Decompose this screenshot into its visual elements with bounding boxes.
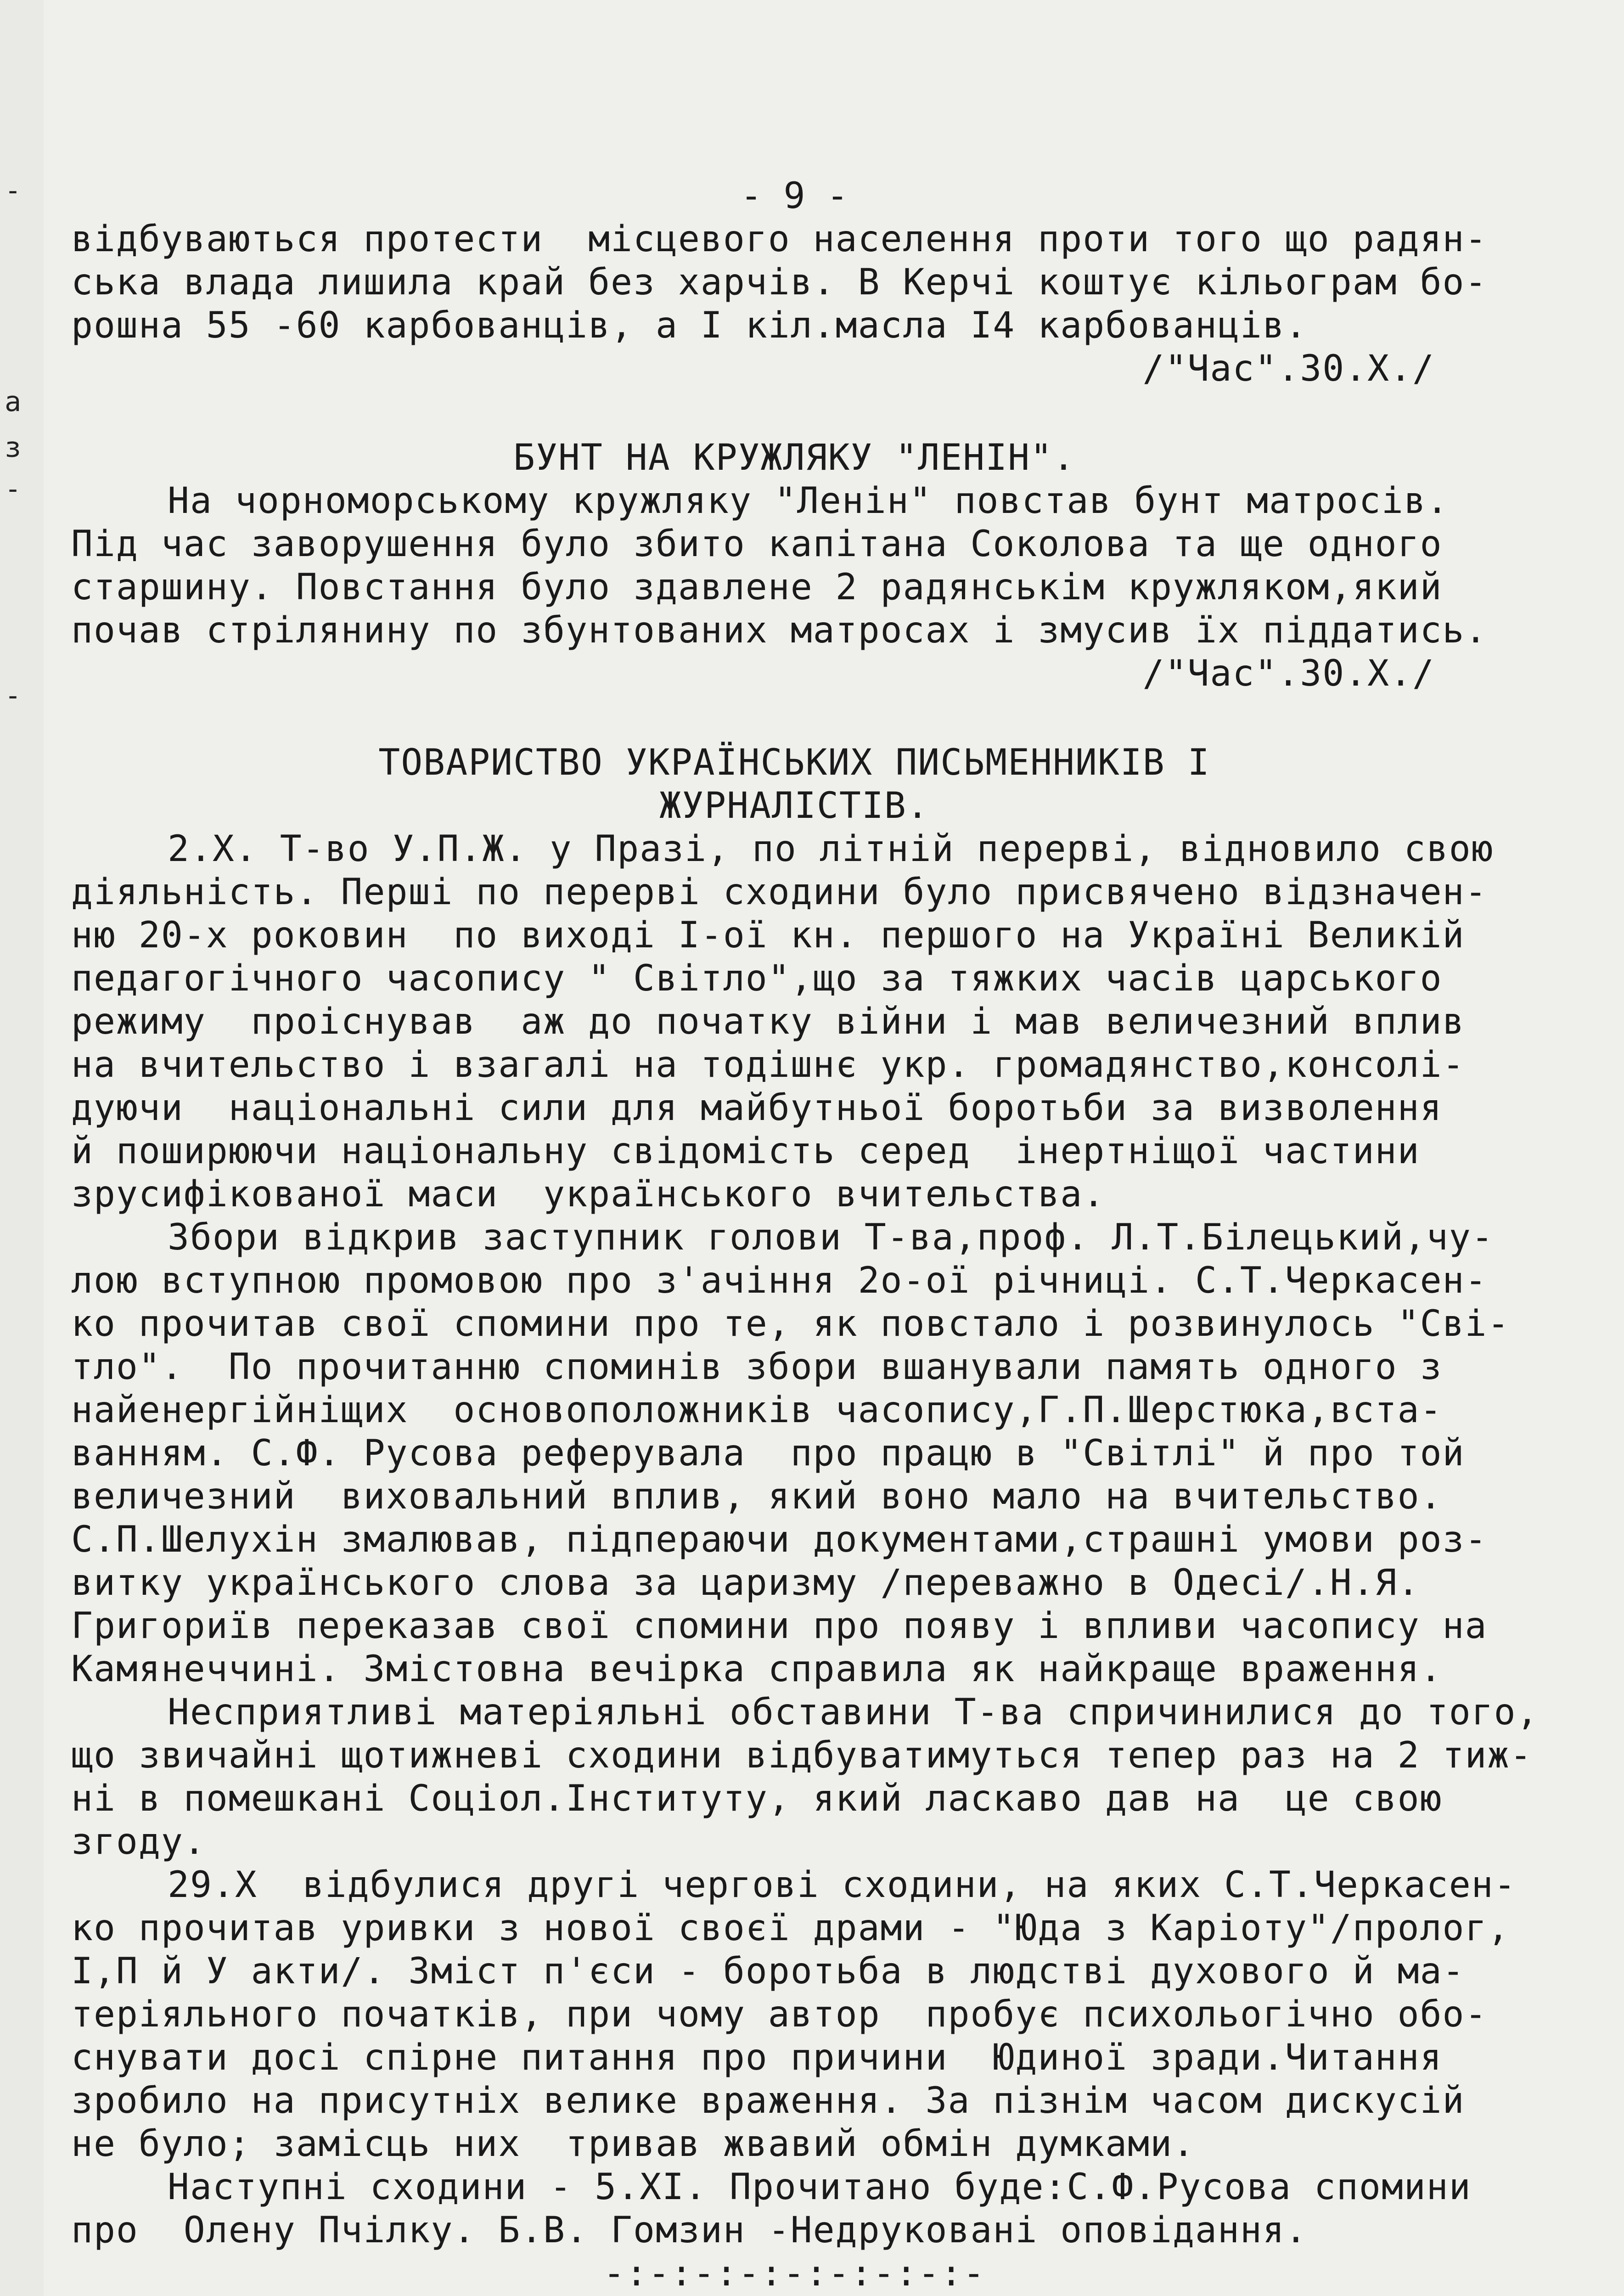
text-line: зробило на присутніх велике враження. За пізнім часом дискусій <box>71 2080 1465 2122</box>
text-line: ська влада лишила край без харчів. В Керчі коштує кільограм бо- <box>71 262 1488 303</box>
text-line: тло". По прочитанню споминів збори вшанували память одного з <box>71 1346 1443 1388</box>
text-line: й поширюючи національну свідомість серед інертніщої частини <box>71 1131 1420 1172</box>
text-line: режиму проіснував аж до початку війни і мав величезний вплив <box>71 1001 1465 1042</box>
margin-mark: - <box>5 473 22 505</box>
text-line: На чорноморському кружляку "Ленін" повстав бунт матросів. <box>168 480 1449 522</box>
paragraph <box>71 2166 1517 2252</box>
text-line: старшину. Повстання було здавлене 2 радянськім кружляком,який <box>71 567 1443 608</box>
document-page <box>44 0 1624 2296</box>
paragraph <box>71 1216 1517 1691</box>
text-line: снувати досі спірне питання про причини Юдиної зради.Читання <box>71 2037 1443 2078</box>
left-page-margin-strip <box>0 0 44 2296</box>
margin-mark: - <box>5 174 22 207</box>
text-line: ні в помешкані Соціол.Інституту, який ласкаво дав на це свою <box>71 1778 1443 1819</box>
text-line: про Олену Пчілку. Б.В. Гомзин -Недруковані оповідання. <box>71 2210 1308 2251</box>
text-line: дуючи національні сили для майбутньої боротьби за визволення <box>71 1087 1443 1129</box>
text-line: ванням. С.Ф. Русова реферувала про працю в "Світлі" й про той <box>71 1433 1465 1474</box>
text-line: Наступні сходини - 5.ХІ. Прочитано буде:С.Ф.Русова спомини <box>168 2167 1472 2208</box>
paragraph <box>71 1863 1517 2166</box>
text-line: рошна 55 -60 карбованців, а І кіл.масла І4 карбованців. <box>71 305 1308 346</box>
section-title: ЖУРНАЛІСТІВ. <box>659 785 929 827</box>
section-title: БУНТ НА КРУЖЛЯКУ "ЛЕНІН". <box>513 437 1075 478</box>
text-line: не було; замісць них тривав жвавий обмін думками. <box>71 2123 1195 2165</box>
page-number: - 9 - <box>740 175 849 217</box>
text-line: на вчительство і взагалі на тодішнє укр. громадянство,консолі- <box>71 1044 1465 1086</box>
text-line: зрусифікованої маси українського вчительства. <box>71 1174 1106 1215</box>
margin-mark: а <box>5 386 22 418</box>
section-title: ТОВАРИСТВО УКРАЇНСЬКИХ ПИСЬМЕННИКІВ І <box>378 742 1210 783</box>
opening-paragraph <box>71 218 1517 347</box>
text-line: відбуваються протести місцевого населення проти того що радян- <box>71 219 1488 260</box>
source-citation: /"Час".30.Х./ <box>1142 348 1435 389</box>
text-line: ню 20-х роковин по виході І-ої кн. першого на Україні Великій <box>71 915 1465 956</box>
text-line: згоду. <box>71 1821 206 1863</box>
text-line: Збори відкрив заступник голови Т-ва,проф. Л.Т.Білецький,чу- <box>168 1217 1494 1258</box>
text-line: теріяльного початків, при чому автор пробує психольогічно обо- <box>71 1994 1488 2035</box>
text-line: що звичайні щотижневі сходини відбуватимуться тепер раз на 2 тиж- <box>71 1735 1533 1776</box>
text-line: ко прочитав уривки з нової своєї драми - "Юда з Каріоту"/пролог, <box>71 1908 1510 1949</box>
text-line: Камянеччині. Змістовна вечірка справила як найкраще враження. <box>71 1649 1443 1690</box>
text-line: лою вступною промовою про з'ачіння 2о-ої річниці. С.Т.Черкасен- <box>71 1260 1488 1301</box>
text-line: педагогічного часопису " Світло",що за тяжких часів царського <box>71 958 1443 999</box>
text-line: 2.Х. Т-во У.П.Ж. у Празі, по літній перерві, відновило свою <box>168 828 1494 870</box>
end-divider: -:-:-:-:-:-:-:-:- <box>603 2253 986 2294</box>
text-line: величезний виховальний вплив, який воно мало на вчительство. <box>71 1476 1443 1517</box>
text-line: почав стрілянину по збунтованих матросах і змусив їх піддатись. <box>71 610 1488 651</box>
margin-mark: - <box>5 680 22 712</box>
margin-mark: з <box>5 432 22 464</box>
text-line: 29.Х відбулися другі чергові сходини, на яких С.Т.Черкасен- <box>168 1864 1517 1906</box>
text-line: Під час заворушення було збито капітана Соколова та ще одного <box>71 523 1443 565</box>
text-line: діяльність. Перші по перерві сходини було присвячено відзначен- <box>71 872 1488 913</box>
paragraph <box>71 827 1517 1216</box>
paragraph <box>71 1691 1539 1863</box>
text-line: Несприятливі матеріяльні обставини Т-ва спричинилися до того, <box>168 1692 1539 1733</box>
section-body <box>71 479 1517 652</box>
source-citation: /"Час".30.Х./ <box>1142 653 1435 694</box>
page-content <box>71 174 1539 2295</box>
text-line: ко прочитав свої спомини про те, як повстало і розвинулось "Сві- <box>71 1303 1510 1345</box>
text-line: С.П.Шелухін змалював, підпераючи документами,страшні умови роз- <box>71 1519 1488 1560</box>
text-line: Григориїв переказав свої спомини про появу і впливи часопису на <box>71 1605 1488 1647</box>
text-line: витку українського слова за царизму /переважно в Одесі/.Н.Я. <box>71 1562 1420 1604</box>
text-line: І,П й У акти/. Зміст п'єси - боротьба в людстві духового й ма- <box>71 1951 1465 1992</box>
text-line: найенергійніщих основоположників часопису,Г.П.Шерстюка,вста- <box>71 1390 1443 1431</box>
